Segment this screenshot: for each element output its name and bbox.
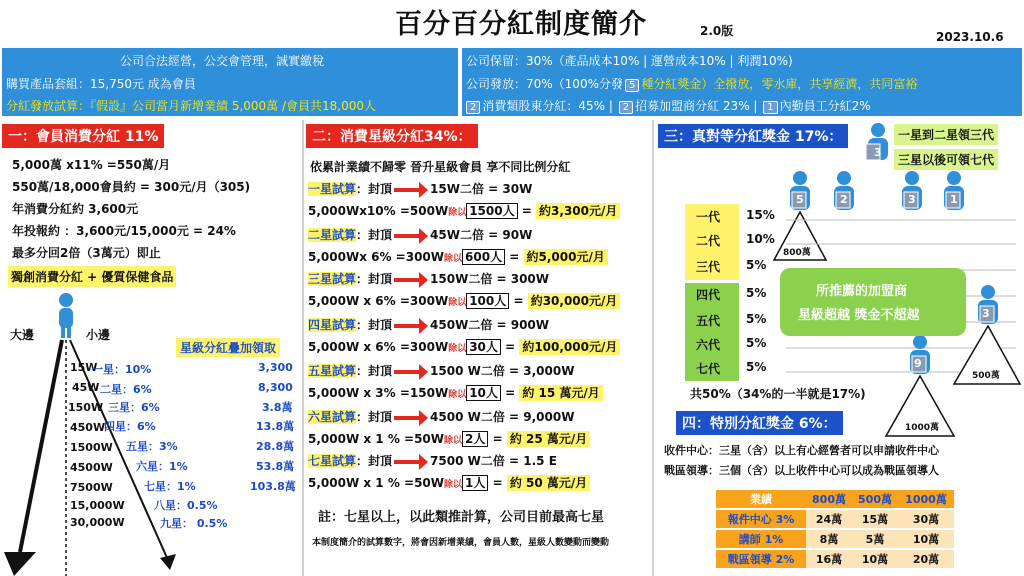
row-amount: 15,000W bbox=[70, 499, 125, 512]
generation-label: 三代 bbox=[696, 260, 721, 274]
bubble-line: 星級超越 獎金不超越 bbox=[798, 308, 920, 323]
column-divider bbox=[302, 120, 304, 576]
page-title: 百分百分紅制度簡介 bbox=[395, 9, 647, 40]
monthly-result: 約30,000元/月 bbox=[528, 293, 621, 309]
person-icon bbox=[59, 293, 73, 338]
header-left-box bbox=[2, 48, 458, 116]
row-value: 13.8萬 bbox=[256, 420, 295, 433]
row-amount: 150W bbox=[68, 401, 104, 414]
row-star: 六星：1% bbox=[136, 460, 188, 473]
table-cell: 5萬 bbox=[852, 529, 898, 549]
people-count: 30人 bbox=[466, 339, 501, 355]
star-calc-row: 5,000W x 3% =150W除以 10人 = 約 15 萬元/月 bbox=[308, 384, 603, 401]
sec2-disclaimer: 本制度簡介的試算數字，將會因新增業績，會員人數，星級人數變動而變動 bbox=[312, 538, 610, 548]
star-cap-row bbox=[308, 408, 574, 425]
divide-label: 除以 bbox=[448, 208, 467, 218]
arrow-right-icon bbox=[394, 457, 428, 467]
row-value: 53.8萬 bbox=[256, 460, 295, 473]
number-badge: 1 bbox=[950, 193, 958, 206]
generation-percent: 5% bbox=[746, 286, 767, 300]
divide-label: 除以 bbox=[444, 480, 463, 490]
sec1-line: 年消費分紅約 3,600元 bbox=[12, 202, 139, 216]
sec2-note: 註：七星以上，以此類推計算，公司目前最高七星 bbox=[318, 510, 605, 525]
star-calc-row: 5,000W x 6% =300W除以 100人 = 約30,000元/月 bbox=[308, 292, 620, 309]
cap-value: 150W二倍 = 300W bbox=[430, 272, 550, 286]
row-amount: 7500W bbox=[70, 481, 113, 494]
calc-expr: 5,000Wx 6% =300W bbox=[308, 250, 445, 264]
row-star: 八星：0.5% bbox=[154, 499, 218, 512]
hdr-right-line2a: 公司發放：70%（100%分發 bbox=[466, 77, 623, 91]
arrow-right-icon bbox=[394, 275, 428, 285]
table-cell: 報件中心 3% bbox=[716, 509, 806, 529]
row-amount: 4500W bbox=[70, 461, 113, 474]
divide-label: 除以 bbox=[444, 254, 463, 264]
arrow-right-icon bbox=[394, 231, 428, 241]
cap-value: 45W二倍 = 90W bbox=[430, 228, 533, 242]
cap-value: 15W二倍 = 30W bbox=[430, 182, 533, 196]
arrow-right-icon bbox=[394, 321, 428, 331]
sec1-line: 550萬/18,000會員約 = 300元/月（305) bbox=[12, 180, 251, 194]
sec4-line: 收件中心：三星（含）以上有心經營者可以申請收件中心 bbox=[664, 444, 939, 457]
row-value: 8,300 bbox=[258, 381, 293, 394]
cap-value: 1500 W二倍 = 3,000W bbox=[430, 364, 575, 378]
row-amount: 450W bbox=[70, 421, 106, 434]
star-name: 五星試算 bbox=[308, 364, 357, 378]
people-count: 2人 bbox=[462, 431, 488, 447]
generation-percent: 5% bbox=[746, 360, 767, 374]
small-side-label: 小邊 bbox=[86, 328, 111, 342]
cap-label: ：封頂 bbox=[356, 410, 393, 424]
star-calc-row: 5,000Wx 6% =300W除以 600人 = 約5,000元/月 bbox=[308, 248, 608, 265]
table-header-cell: 1000萬 bbox=[898, 490, 954, 509]
number-badge: 2 bbox=[466, 101, 480, 114]
star-name: 一星試算 bbox=[308, 182, 357, 196]
table-cell: 16萬 bbox=[806, 549, 852, 568]
people-count: 100人 bbox=[466, 293, 509, 309]
sec3-total: 共50%（34%的一半就是17%) bbox=[690, 387, 866, 401]
arrow-down-icon bbox=[160, 554, 176, 570]
hdr-right-line3c: 內勤員工分紅2% bbox=[779, 99, 871, 113]
row-star: 七星：1% bbox=[144, 480, 196, 493]
table-cell: 24萬 bbox=[806, 509, 852, 529]
table-cell: 10萬 bbox=[898, 529, 954, 549]
star-calc-row: 5,000Wx10% =500W除以 1500人 = 約3,300元/月 bbox=[308, 202, 620, 219]
number-badge: 2 bbox=[840, 193, 848, 206]
sec1-line: 5,000萬 x11% =550萬/月 bbox=[12, 158, 171, 172]
table-cell: 20萬 bbox=[898, 549, 954, 568]
hdr-right-line3 bbox=[466, 97, 871, 114]
star-table-title: 星級分紅疊加領取 bbox=[176, 338, 280, 357]
cap-label: ：封頂 bbox=[356, 228, 393, 242]
triangle-label: 1000萬 bbox=[905, 423, 940, 433]
row-star: 五星：3% bbox=[126, 440, 178, 453]
bonus-table bbox=[716, 490, 954, 568]
monthly-result: 約 25 萬元/月 bbox=[507, 431, 590, 447]
monthly-result: 約 15 萬元/月 bbox=[519, 385, 602, 401]
row-value: 103.8萬 bbox=[250, 480, 296, 493]
calc-expr: 5,000W x 1 % =50W bbox=[308, 432, 445, 446]
sec1-line: 最多分回2倍（3萬元）即止 bbox=[12, 246, 161, 260]
monthly-result: 約3,300元/月 bbox=[536, 203, 620, 219]
table-cell: 戰區領導 2% bbox=[716, 549, 806, 568]
star-cap-row bbox=[308, 270, 549, 287]
hdr-right-line1: 公司保留：30%（產品成本10% | 運營成本10% | 利潤10%) bbox=[466, 54, 793, 68]
number-badge: 3 bbox=[874, 146, 882, 159]
number-badge: 3 bbox=[982, 307, 990, 320]
row-star: 二星：6% bbox=[100, 383, 152, 396]
table-cell: 10萬 bbox=[852, 549, 898, 568]
number-badge: 1 bbox=[763, 101, 777, 114]
hdr-right-line3a: 消費類股東分紅：45% | bbox=[482, 99, 613, 113]
hdr-right-line3b: 招募加盟商分紅 23% | bbox=[635, 99, 758, 113]
table-row bbox=[716, 549, 954, 568]
table-cell: 8萬 bbox=[806, 529, 852, 549]
divide-label: 除以 bbox=[448, 344, 467, 354]
table-header-cell: 業績 bbox=[716, 490, 806, 509]
generation-percent: 5% bbox=[746, 258, 767, 272]
cap-value: 450W二倍 = 900W bbox=[430, 318, 550, 332]
monthly-result: 約5,000元/月 bbox=[524, 249, 608, 265]
cap-label: ：封頂 bbox=[356, 182, 393, 196]
star-cap-row bbox=[308, 452, 557, 469]
table-row bbox=[716, 509, 954, 529]
row-value: 3.8萬 bbox=[262, 401, 293, 414]
tag-three-gen: 一星到二星領三代 bbox=[894, 124, 998, 145]
table-row bbox=[716, 529, 954, 549]
version-label: 2.0版 bbox=[700, 24, 734, 38]
row-amount: 15W bbox=[70, 361, 98, 374]
table-cell: 30萬 bbox=[898, 509, 954, 529]
star-calc-row: 5,000W x 1 % =50W除以 1人 = 約 50 萬元/月 bbox=[308, 474, 590, 491]
hdr-right-line2b: 種分紅獎金）全撥放，零水庫，共享經濟，共同富裕 bbox=[641, 77, 918, 91]
number-badge: 5 bbox=[625, 79, 639, 92]
arrow-right-icon bbox=[394, 367, 428, 377]
row-star: 四星：6% bbox=[104, 420, 156, 433]
star-cap-row bbox=[308, 180, 532, 197]
divide-label: 除以 bbox=[444, 436, 463, 446]
sec1-title: 一：會員消費分紅 11% bbox=[2, 124, 164, 148]
arrow-right-icon bbox=[394, 413, 428, 423]
divide-label: 除以 bbox=[448, 390, 467, 400]
generation-label: 二代 bbox=[696, 234, 721, 248]
table-cell: 講師 1% bbox=[716, 529, 806, 549]
number-badge: 3 bbox=[908, 193, 916, 206]
hdr-left-line3: 分紅發放試算：『假設』公司當月新增業績 5,000萬 /會員共18,000人 bbox=[6, 99, 377, 113]
sec2-title: 二：消費星級分紅34%： bbox=[306, 124, 478, 148]
number-badge: 2 bbox=[619, 101, 633, 114]
star-cap-row bbox=[308, 226, 532, 243]
generation-label: 六代 bbox=[696, 338, 721, 352]
header-right-box bbox=[462, 48, 1022, 116]
row-star: 一星：10% bbox=[92, 363, 152, 376]
sec1-line: 年投報約 ：3,600元/15,000元 = 24% bbox=[12, 224, 236, 238]
sec3-title: 三：真對等分紅獎金 17%： bbox=[658, 124, 848, 148]
generation-percent: 10% bbox=[746, 232, 775, 246]
recommend-bubble bbox=[780, 268, 966, 336]
row-amount: 30,000W bbox=[70, 516, 125, 529]
people-count: 10人 bbox=[466, 385, 501, 401]
generation-label: 七代 bbox=[696, 362, 721, 376]
star-name: 二星試算 bbox=[308, 228, 357, 242]
hdr-right-line2 bbox=[466, 75, 917, 92]
calc-expr: 5,000W x 3% =150W bbox=[308, 386, 449, 400]
cap-value: 7500 W二倍 = 1.5 E bbox=[430, 454, 557, 468]
people-count: 1人 bbox=[462, 475, 488, 491]
cap-value: 4500 W二倍 = 9,000W bbox=[430, 410, 575, 424]
calc-expr: 5,000W x 6% =300W bbox=[308, 294, 449, 308]
sec1-highlight: 獨創消費分紅 + 優質保健食品 bbox=[8, 266, 176, 287]
tag-seven-gen: 三星以後可領七代 bbox=[894, 149, 998, 170]
sec2-subtitle: 依累計業績不歸零 晉升星級會員 享不同比例分紅 bbox=[310, 160, 571, 174]
divide-label: 除以 bbox=[448, 298, 467, 308]
star-name: 六星試算 bbox=[308, 410, 357, 424]
sec4-line: 戰區領導：三個（含）以上收件中心可以成為戰區領導人 bbox=[664, 464, 939, 477]
star-cap-row bbox=[308, 362, 574, 379]
big-side-label: 大邊 bbox=[10, 328, 35, 342]
monthly-result: 約 50 萬元/月 bbox=[507, 475, 590, 491]
triangle-label: 500萬 bbox=[972, 371, 1000, 381]
row-amount: 45W bbox=[72, 381, 100, 394]
sec4-title: 四：特別分紅獎金 6%： bbox=[676, 411, 843, 435]
row-star: 三星：6% bbox=[108, 401, 160, 414]
date-label: 2023.10.6 bbox=[936, 30, 1004, 44]
generation-label: 五代 bbox=[696, 314, 721, 328]
row-value: 3,300 bbox=[258, 361, 293, 374]
star-cap-row bbox=[308, 316, 549, 333]
row-value: 28.8萬 bbox=[256, 440, 295, 453]
calc-expr: 5,000W x 6% =300W bbox=[308, 340, 449, 354]
generation-label: 一代 bbox=[696, 210, 721, 224]
table-header-cell: 800萬 bbox=[806, 490, 852, 509]
star-name: 七星試算 bbox=[308, 454, 357, 468]
star-calc-row: 5,000W x 1 % =50W除以 2人 = 約 25 萬元/月 bbox=[308, 430, 590, 447]
people-count: 600人 bbox=[462, 249, 505, 265]
star-name: 四星試算 bbox=[308, 318, 357, 332]
generation-percent: 15% bbox=[746, 208, 775, 222]
big-leg-line bbox=[20, 340, 62, 552]
bubble-line: 所推薦的加盟商 bbox=[816, 284, 908, 299]
generation-percent: 5% bbox=[746, 336, 767, 350]
row-amount: 1500W bbox=[70, 441, 113, 454]
generation-percent: 5% bbox=[746, 312, 767, 326]
row-star: 九星： 0.5% bbox=[160, 517, 228, 530]
star-calc-row: 5,000W x 6% =300W除以 30人 = 約100,000元/月 bbox=[308, 338, 620, 355]
cap-label: ：封頂 bbox=[356, 272, 393, 286]
people-count: 1500人 bbox=[466, 203, 517, 219]
monthly-result: 約100,000元/月 bbox=[519, 339, 620, 355]
cap-label: ：封頂 bbox=[356, 318, 393, 332]
hdr-left-line2: 購買產品套組：15,750元 成為會員 bbox=[6, 77, 196, 91]
cap-label: ：封頂 bbox=[356, 364, 393, 378]
number-badge: 5 bbox=[796, 193, 804, 206]
generation-label: 四代 bbox=[696, 288, 721, 302]
table-cell: 15萬 bbox=[852, 509, 898, 529]
calc-expr: 5,000W x 1 % =50W bbox=[308, 476, 445, 490]
number-badge: 9 bbox=[914, 357, 922, 370]
star-name: 三星試算 bbox=[308, 272, 357, 286]
arrow-down-icon bbox=[4, 552, 36, 576]
triangle-label: 800萬 bbox=[783, 248, 811, 258]
arrow-right-icon bbox=[394, 185, 428, 195]
table-header-cell: 500萬 bbox=[852, 490, 898, 509]
cap-label: ：封頂 bbox=[356, 454, 393, 468]
calc-expr: 5,000Wx10% =500W bbox=[308, 204, 449, 218]
hdr-left-line1: 公司合法經營，公交會管理，誠實繳稅 bbox=[120, 54, 325, 68]
